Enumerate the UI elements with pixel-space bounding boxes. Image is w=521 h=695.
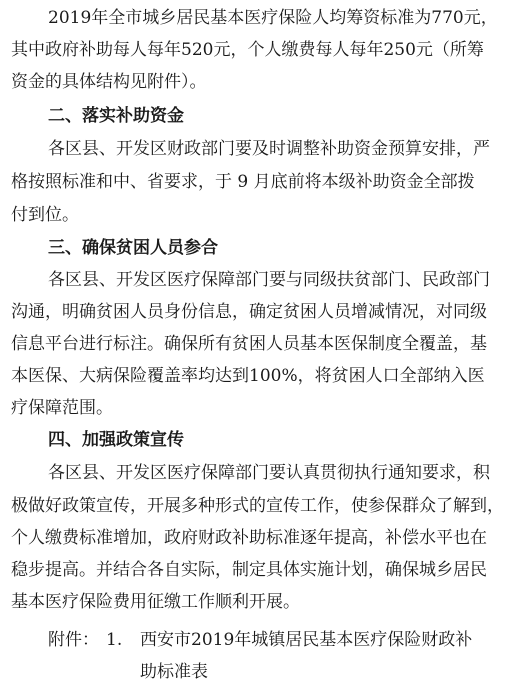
paragraph-line: 信息平台进行标注。确保所有贫困人员基本医保制度全覆盖，基 [11, 334, 487, 354]
paragraph-line: 沟通，明确贫困人员身份信息，确定贫困人员增减情况，对同级 [11, 302, 487, 322]
attachment-label: 附件： [48, 630, 99, 650]
section-heading-4: 四、加强政策宣传 [48, 430, 184, 450]
paragraph-line: 稳步提高。并结合各自实际，制定具体实施计划，确保城乡居民 [11, 560, 487, 580]
section-heading-3: 三、确保贫困人员参合 [48, 238, 218, 258]
section-heading-2: 二、落实补助资金 [48, 106, 184, 126]
paragraph-line: 各区县、开发区财政部门要及时调整补助资金预算安排，严 [48, 139, 490, 159]
paragraph-line: 资金的具体结构见附件）。 [11, 72, 207, 92]
paragraph-line: 各区县、开发区医疗保障部门要认真贯彻执行通知要求，积 [48, 463, 490, 483]
paragraph-line: 个人缴费标准增加，政府财政补助标准逐年提高，补偿水平也在 [11, 528, 487, 548]
paragraph-line: 2019年全市城乡居民基本医疗保险人均筹资标准为770元， [48, 8, 498, 28]
paragraph-line: 付到位。 [11, 205, 79, 225]
paragraph-line: 格按照标准和中、省要求，于 9 月底前将本级补助资金全部拨 [11, 172, 475, 192]
paragraph-line: 极做好政策宣传，开展多种形式的宣传工作，使参保群众了解到， [11, 496, 504, 516]
paragraph-line: 基本医疗保险费用征缴工作顺利开展。 [11, 592, 300, 612]
paragraph-line: 各区县、开发区医疗保障部门要与同级扶贫部门、民政部门 [48, 270, 490, 290]
paragraph-line: 疗保障范围。 [11, 398, 113, 418]
attachment-number: 1. [106, 630, 123, 650]
attachment-item-line: 助标准表 [140, 662, 208, 682]
paragraph-line: 本医保、大病保险覆盖率均达到100%，将贫困人口全部纳入医 [11, 366, 485, 386]
attachment-item-line: 西安市2019年城镇居民基本医疗保险财政补 [140, 630, 473, 650]
paragraph-line: 其中政府补助每人每年520元，个人缴费每人每年250元（所筹 [11, 40, 484, 60]
